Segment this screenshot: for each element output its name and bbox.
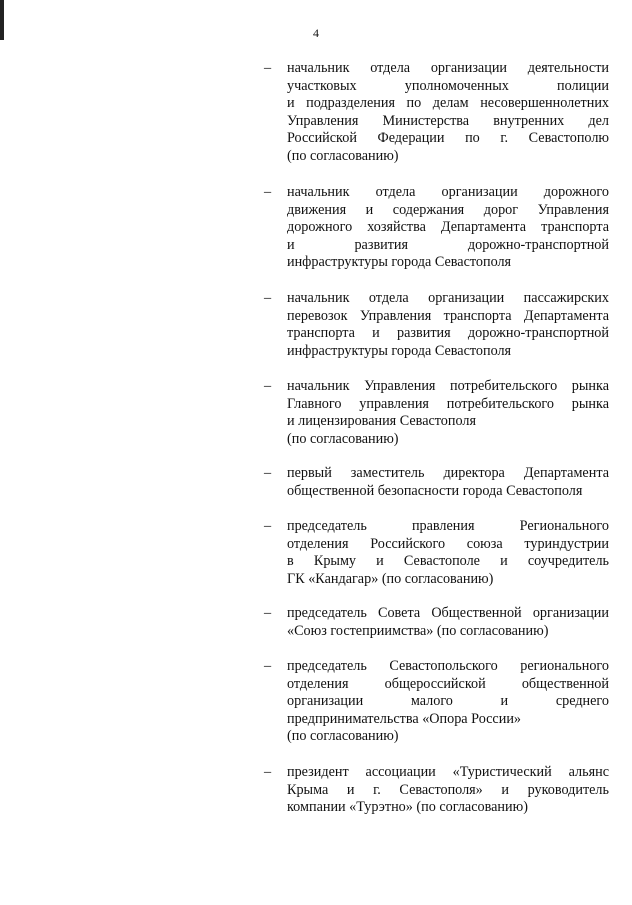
item-line: инфраструктуры города Севастополя [287, 254, 512, 271]
item-line: начальник отдела организации пассажирских [287, 290, 609, 306]
item-line: председатель правления Регионального [287, 518, 609, 534]
list-dash: – [264, 465, 272, 481]
item-line: транспорта и развития дорожно-транспортной [287, 325, 609, 342]
item-line: президент ассоциации «Туристический альянс [287, 764, 609, 780]
item-line: и развития дорожно-транспортной [287, 236, 609, 253]
list-item-3 [264, 290, 609, 360]
item-line: Главного управления потребительского рынка [287, 395, 609, 412]
item-line: (по согласованию) [287, 430, 399, 447]
list-dash: – [264, 764, 272, 780]
item-line: председатель Севастопольского регионального [287, 658, 609, 674]
list-dash: – [264, 605, 272, 621]
list-item-9 [264, 764, 609, 817]
item-line: Российской Федерации по г. Севастополю [287, 130, 609, 147]
list-dash: – [264, 184, 272, 200]
item-line: организации малого и среднего [287, 693, 609, 710]
item-line: предпринимательства «Опора России» [287, 710, 522, 727]
item-line: в Крыму и Севастополе и соучредитель [287, 553, 609, 570]
list-item-5 [264, 465, 609, 500]
list-item-2 [264, 184, 609, 272]
item-line: ГК «Кандагар» (по согласованию) [287, 570, 494, 587]
list-dash: – [264, 378, 272, 394]
list-dash: – [264, 518, 272, 534]
item-line: первый заместитель директора Департамента [287, 465, 609, 481]
page-number: 4 [313, 26, 319, 40]
list-item-4 [264, 378, 609, 448]
list-dash: – [264, 60, 272, 76]
item-line: участковых уполномоченных полиции [287, 77, 609, 94]
list-dash: – [264, 658, 272, 674]
item-line: отделения общероссийской общественной [287, 675, 609, 692]
list-item-7 [264, 605, 609, 640]
list-dash: – [264, 290, 272, 306]
item-line: и лицензирования Севастополя [287, 413, 476, 430]
item-line: компании «Турэтно» (по согласованию) [287, 799, 528, 816]
list-item-6 [264, 518, 609, 588]
item-line: общественной безопасности города Севастополя [287, 482, 583, 499]
item-line: (по согласованию) [287, 728, 399, 745]
item-line: Управления Министерства внутренних дел [287, 112, 609, 129]
list-item-1 [264, 60, 609, 166]
item-line: председатель Совета Общественной организации [287, 605, 609, 621]
item-line: начальник отдела организации деятельности [287, 60, 609, 76]
item-line: Крыма и г. Севастополя» и руководитель [287, 781, 609, 798]
item-line: начальник Управления потребительского рынка [287, 378, 609, 394]
item-line: и подразделения по делам несовершеннолетних [287, 95, 609, 112]
item-line: «Союз гостеприимства» (по согласованию) [287, 622, 549, 639]
item-line: дорожного хозяйства Департамента транспорта [287, 219, 609, 236]
list-item-8 [264, 658, 609, 746]
item-line: начальник отдела организации дорожного [287, 184, 609, 200]
item-line: (по согласованию) [287, 147, 399, 164]
item-line: перевозок Управления транспорта Департамента [287, 307, 609, 324]
item-line: движения и содержания дорог Управления [287, 201, 609, 218]
item-line: инфраструктуры города Севастополя [287, 342, 512, 359]
item-line: отделения Российского союза туриндустрии [287, 535, 609, 552]
